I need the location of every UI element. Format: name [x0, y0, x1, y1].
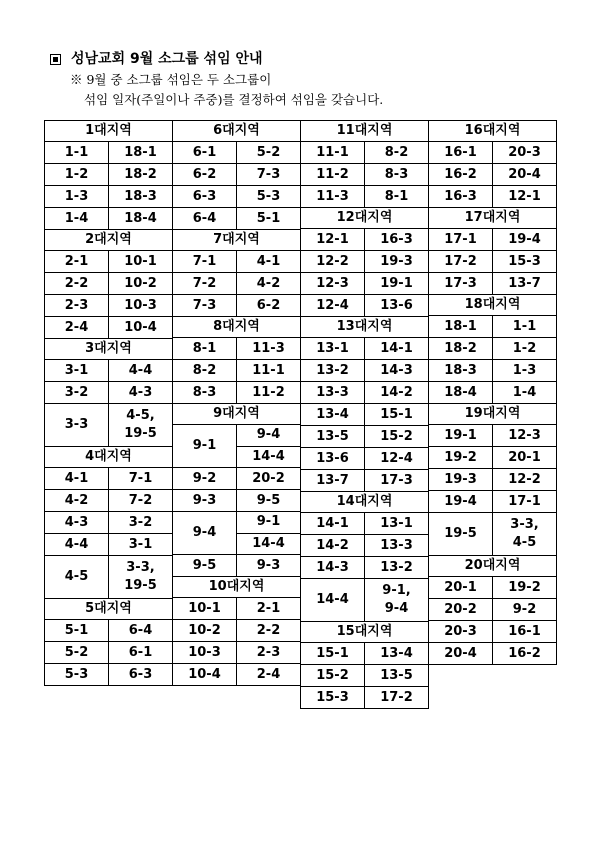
table-row	[429, 425, 556, 447]
table-column-4	[428, 120, 557, 665]
partner-cell: 17-3	[380, 472, 413, 488]
group-cell: 7-2	[173, 273, 237, 294]
page-title: 성남교회 9월 소그룹 섞임 안내	[71, 51, 263, 67]
group-cell: 8-1	[173, 338, 237, 359]
partner-cell: 9-3	[256, 557, 281, 573]
table-row	[429, 229, 556, 251]
table-row	[45, 642, 172, 664]
group-cell: 13-4	[301, 404, 365, 425]
region-block	[45, 121, 172, 230]
region-heading: 19대지역	[429, 404, 556, 425]
group-cell: 5-3	[45, 664, 109, 685]
table-row	[301, 557, 428, 579]
region-block	[173, 230, 300, 317]
partner-cell: 14-3	[380, 362, 413, 378]
table-row	[301, 687, 428, 708]
group-cell: 9-5	[173, 555, 237, 576]
table-column-3	[300, 120, 429, 709]
table-row	[45, 251, 172, 273]
square-bullet-icon	[50, 54, 61, 65]
partner-cell: 3-2	[128, 514, 153, 530]
group-cell: 16-3	[429, 186, 493, 207]
partner-cell: 3-3, 4-5	[510, 517, 539, 550]
group-cell: 19-1	[429, 425, 493, 446]
region-block	[429, 295, 556, 404]
partner-cell: 18-4	[124, 210, 157, 226]
partner-cell: 19-1	[380, 275, 413, 291]
group-cell: 5-2	[45, 642, 109, 663]
table-row	[173, 360, 300, 382]
group-cell: 6-4	[173, 208, 237, 229]
group-cell: 3-1	[45, 360, 109, 381]
region-block	[45, 339, 172, 447]
table-row	[301, 579, 428, 621]
group-cell: 17-2	[429, 251, 493, 272]
group-cell: 2-3	[45, 295, 109, 316]
table-row	[301, 164, 428, 186]
group-cell: 11-3	[301, 186, 365, 207]
region-heading: 5대지역	[45, 599, 172, 620]
partner-cell: 10-1	[124, 253, 157, 269]
partner-cell: 9-2	[512, 601, 537, 617]
partner-cell: 10-2	[124, 275, 157, 291]
partner-cell: 5-1	[256, 210, 281, 226]
table-row	[429, 599, 556, 621]
table-row	[45, 468, 172, 490]
partner-cell: 7-1	[128, 470, 153, 486]
partner-cell	[237, 512, 300, 554]
partner-cell: 4-1	[256, 253, 281, 269]
group-cell: 4-4	[45, 534, 109, 555]
group-cell: 4-5	[45, 556, 109, 598]
partner-cell: 20-1	[508, 449, 541, 465]
group-cell: 18-2	[429, 338, 493, 359]
table-row	[429, 382, 556, 403]
table-row	[173, 598, 300, 620]
table-column-2	[172, 120, 301, 686]
table-row	[429, 447, 556, 469]
table-row	[429, 142, 556, 164]
partner-cell: 9-5	[256, 492, 281, 508]
table-row	[173, 468, 300, 490]
table-row	[429, 577, 556, 599]
region-heading: 6대지역	[173, 121, 300, 142]
group-cell: 1-1	[45, 142, 109, 163]
group-cell: 13-2	[301, 360, 365, 381]
table-row	[173, 620, 300, 642]
partner-cell: 18-2	[124, 166, 157, 182]
table-row	[301, 426, 428, 448]
table-row	[45, 490, 172, 512]
table-row	[429, 513, 556, 555]
table-row	[173, 142, 300, 164]
table-row	[429, 338, 556, 360]
partner-cell: 12-2	[508, 471, 541, 487]
partner-cell: 13-1	[380, 515, 413, 531]
table-row	[301, 360, 428, 382]
partner-cell: 14-2	[380, 384, 413, 400]
table-row	[301, 643, 428, 665]
table-row	[301, 273, 428, 295]
partner-cell: 6-1	[128, 644, 153, 660]
partner-cell: 12-3	[508, 427, 541, 443]
group-cell: 12-3	[301, 273, 365, 294]
group-cell: 1-2	[45, 164, 109, 185]
table-row	[301, 186, 428, 207]
table-row	[45, 382, 172, 404]
group-cell: 14-2	[301, 535, 365, 556]
partner-cell: 2-3	[256, 644, 281, 660]
partner-cell: 12-1	[508, 188, 541, 204]
group-cell: 18-1	[429, 316, 493, 337]
group-cell: 14-3	[301, 557, 365, 578]
group-cell: 5-1	[45, 620, 109, 641]
table-row	[45, 404, 172, 446]
group-cell: 13-6	[301, 448, 365, 469]
partner-cell: 13-6	[380, 297, 413, 313]
group-cell: 12-4	[301, 295, 365, 316]
partner-cell: 9-1, 9-4	[382, 583, 411, 616]
table-row	[173, 512, 300, 555]
group-cell: 7-3	[173, 295, 237, 316]
partner-cell: 20-4	[508, 166, 541, 182]
group-cell: 17-1	[429, 229, 493, 250]
group-cell: 19-4	[429, 491, 493, 512]
table-row	[429, 360, 556, 382]
group-cell: 19-3	[429, 469, 493, 490]
group-cell: 20-4	[429, 643, 493, 664]
table-row	[45, 360, 172, 382]
table-row	[429, 491, 556, 513]
region-block	[173, 317, 300, 404]
partner-cell: 4-5, 19-5	[124, 408, 157, 441]
table-row	[45, 620, 172, 642]
region-block	[429, 121, 556, 208]
partner-cell: 8-2	[384, 144, 409, 160]
group-cell: 4-2	[45, 490, 109, 511]
group-cell: 10-4	[173, 664, 237, 685]
table-row	[429, 316, 556, 338]
group-cell: 14-4	[301, 579, 365, 621]
table-row	[301, 404, 428, 426]
partner-cell: 15-3	[508, 253, 541, 269]
table-row	[301, 142, 428, 164]
group-cell: 20-1	[429, 577, 493, 598]
group-cell: 19-2	[429, 447, 493, 468]
region-block	[45, 230, 172, 339]
partner-cell: 2-4	[256, 666, 281, 682]
group-cell: 3-3	[45, 404, 109, 446]
region-heading: 16대지역	[429, 121, 556, 142]
region-block	[301, 121, 428, 208]
table-row	[429, 186, 556, 207]
partner-cell: 18-1	[124, 144, 157, 160]
region-heading: 11대지역	[301, 121, 428, 142]
group-cell: 1-3	[45, 186, 109, 207]
group-cell: 13-7	[301, 470, 365, 491]
table-row	[301, 470, 428, 491]
partner-cell: 4-2	[256, 275, 281, 291]
partner-cell: 19-3	[380, 253, 413, 269]
partner-cell: 15-1	[380, 406, 413, 422]
table-row	[173, 555, 300, 576]
table-row	[45, 512, 172, 534]
table-row	[45, 295, 172, 317]
region-block	[429, 404, 556, 556]
region-block	[45, 599, 172, 686]
partner-cell: 5-3	[256, 188, 281, 204]
table-row	[45, 556, 172, 598]
partner-cell: 13-3	[380, 537, 413, 553]
group-cell: 20-2	[429, 599, 493, 620]
region-block	[173, 121, 300, 230]
table-row	[429, 621, 556, 643]
region-heading: 8대지역	[173, 317, 300, 338]
table-row	[173, 295, 300, 316]
partner-cell: 6-2	[256, 297, 281, 313]
region-heading: 15대지역	[301, 622, 428, 643]
group-cell: 9-4	[173, 512, 237, 554]
group-cell: 12-2	[301, 251, 365, 272]
region-block	[301, 208, 428, 317]
group-cell: 18-3	[429, 360, 493, 381]
table-row	[429, 273, 556, 294]
note-line-2: 섞임 일자(주일이나 주중)를 결정하여 섞임을 갖습니다.	[84, 92, 384, 107]
partner-cell: 3-3, 19-5	[124, 560, 157, 593]
table-row	[429, 643, 556, 664]
group-cell: 10-1	[173, 598, 237, 619]
group-cell: 15-2	[301, 665, 365, 686]
note-line-1: ※ 9월 중 소그룹 섞임은 두 소그룹이	[70, 72, 272, 87]
partner-cell: 8-1	[384, 188, 409, 204]
table-row	[173, 164, 300, 186]
group-cell: 12-1	[301, 229, 365, 250]
partner-cell: 2-2	[256, 622, 281, 638]
region-heading: 10대지역	[173, 577, 300, 598]
partner-cell: 17-2	[380, 689, 413, 705]
table-row	[45, 208, 172, 229]
group-cell: 13-1	[301, 338, 365, 359]
table-row	[173, 273, 300, 295]
table-row	[45, 164, 172, 186]
table-row	[301, 665, 428, 687]
partner-cell: 10-3	[124, 297, 157, 313]
table-row	[429, 164, 556, 186]
region-heading: 9대지역	[173, 404, 300, 425]
group-cell: 9-3	[173, 490, 237, 511]
region-heading: 20대지역	[429, 556, 556, 577]
partner-cell: 10-4	[124, 319, 157, 335]
region-heading: 12대지역	[301, 208, 428, 229]
table-row	[173, 208, 300, 229]
table-row	[173, 425, 300, 468]
group-cell: 6-3	[173, 186, 237, 207]
partner-cell: 4-3	[128, 384, 153, 400]
table-row	[301, 251, 428, 273]
partner-cell: 20-2	[252, 470, 285, 486]
partner-cell: 13-7	[508, 275, 541, 291]
table-row	[173, 251, 300, 273]
region-heading: 3대지역	[45, 339, 172, 360]
group-cell: 18-4	[429, 382, 493, 403]
partner-cell: 12-4	[380, 450, 413, 466]
partner-cell: 2-1	[256, 600, 281, 616]
region-heading: 4대지역	[45, 447, 172, 468]
partner-cell: 1-2	[512, 340, 537, 356]
partner-cell: 13-2	[380, 559, 413, 575]
region-heading: 7대지역	[173, 230, 300, 251]
group-cell: 4-1	[45, 468, 109, 489]
table-row	[45, 142, 172, 164]
table-row	[301, 229, 428, 251]
group-cell: 9-1	[173, 425, 237, 467]
partner-cell: 11-1	[252, 362, 285, 378]
group-cell: 2-4	[45, 317, 109, 338]
group-cell: 11-2	[301, 164, 365, 185]
table-row	[301, 448, 428, 470]
table-row	[173, 664, 300, 685]
partner-cell: 16-3	[380, 231, 413, 247]
table-row	[301, 295, 428, 316]
group-cell: 2-1	[45, 251, 109, 272]
group-cell: 16-2	[429, 164, 493, 185]
region-heading: 2대지역	[45, 230, 172, 251]
region-block	[45, 447, 172, 599]
table-row	[301, 382, 428, 404]
partner-cell: 4-4	[128, 362, 153, 378]
group-cell: 6-2	[173, 164, 237, 185]
region-heading: 14대지역	[301, 492, 428, 513]
group-cell: 10-2	[173, 620, 237, 641]
group-cell: 10-3	[173, 642, 237, 663]
partner-cell: 11-2	[252, 384, 285, 400]
partner-cell: 7-2	[128, 492, 153, 508]
group-cell: 20-3	[429, 621, 493, 642]
partner-cell: 8-3	[384, 166, 409, 182]
table-row	[173, 642, 300, 664]
partner-cell: 16-2	[508, 645, 541, 661]
region-block	[173, 577, 300, 686]
group-cell: 4-3	[45, 512, 109, 533]
header	[50, 48, 550, 110]
table-row	[173, 338, 300, 360]
table-row	[45, 273, 172, 295]
partner-cell: 6-4	[128, 622, 153, 638]
region-block	[429, 556, 556, 665]
table-row	[301, 513, 428, 535]
table-row	[45, 534, 172, 556]
region-block	[301, 317, 428, 492]
partner-cell: 6-3	[128, 666, 153, 682]
group-cell: 15-1	[301, 643, 365, 664]
partner-subcell: 9-4	[256, 427, 281, 442]
partner-subcell: 9-1	[256, 514, 281, 529]
region-heading: 17대지역	[429, 208, 556, 229]
table-row	[45, 186, 172, 208]
partner-cell	[237, 425, 300, 467]
partner-cell: 13-5	[380, 667, 413, 683]
partner-cell: 18-3	[124, 188, 157, 204]
group-cell: 3-2	[45, 382, 109, 403]
partner-subcell: 14-4	[237, 446, 300, 468]
group-cell: 7-1	[173, 251, 237, 272]
group-cell: 13-5	[301, 426, 365, 447]
partner-cell: 19-4	[508, 231, 541, 247]
region-heading: 13대지역	[301, 317, 428, 338]
partner-cell: 15-2	[380, 428, 413, 444]
group-cell: 15-3	[301, 687, 365, 708]
region-block	[173, 404, 300, 577]
partner-cell: 17-1	[508, 493, 541, 509]
group-cell: 1-4	[45, 208, 109, 229]
partner-cell: 5-2	[256, 144, 281, 160]
group-cell: 13-3	[301, 382, 365, 403]
region-block	[429, 208, 556, 295]
table-row	[173, 490, 300, 512]
table-row	[301, 535, 428, 557]
table-row	[173, 382, 300, 403]
group-cell: 17-3	[429, 273, 493, 294]
partner-cell: 11-3	[252, 340, 285, 356]
table-row	[301, 338, 428, 360]
table-row	[45, 317, 172, 338]
group-cell: 8-3	[173, 382, 237, 403]
group-cell: 8-2	[173, 360, 237, 381]
partner-cell: 16-1	[508, 623, 541, 639]
table-row	[429, 469, 556, 491]
partner-cell: 1-3	[512, 362, 537, 378]
partner-subcell: 14-4	[237, 533, 300, 555]
partner-cell: 3-1	[128, 536, 153, 552]
region-heading: 1대지역	[45, 121, 172, 142]
group-cell: 2-2	[45, 273, 109, 294]
partner-cell: 20-3	[508, 144, 541, 160]
table-column-1	[44, 120, 173, 686]
group-cell: 14-1	[301, 513, 365, 534]
partner-cell: 14-1	[380, 340, 413, 356]
table-row	[45, 664, 172, 685]
table-row	[173, 186, 300, 208]
group-cell: 19-5	[429, 513, 493, 555]
group-cell: 16-1	[429, 142, 493, 163]
region-block	[301, 492, 428, 622]
partner-cell: 7-3	[256, 166, 281, 182]
partner-cell: 13-4	[380, 645, 413, 661]
group-cell: 11-1	[301, 142, 365, 163]
partner-cell: 1-1	[512, 318, 537, 334]
region-heading: 18대지역	[429, 295, 556, 316]
partner-cell: 19-2	[508, 579, 541, 595]
group-cell: 6-1	[173, 142, 237, 163]
table-row	[429, 251, 556, 273]
region-block	[301, 622, 428, 709]
partner-cell: 1-4	[512, 384, 537, 400]
title-line	[50, 48, 550, 70]
group-cell: 9-2	[173, 468, 237, 489]
